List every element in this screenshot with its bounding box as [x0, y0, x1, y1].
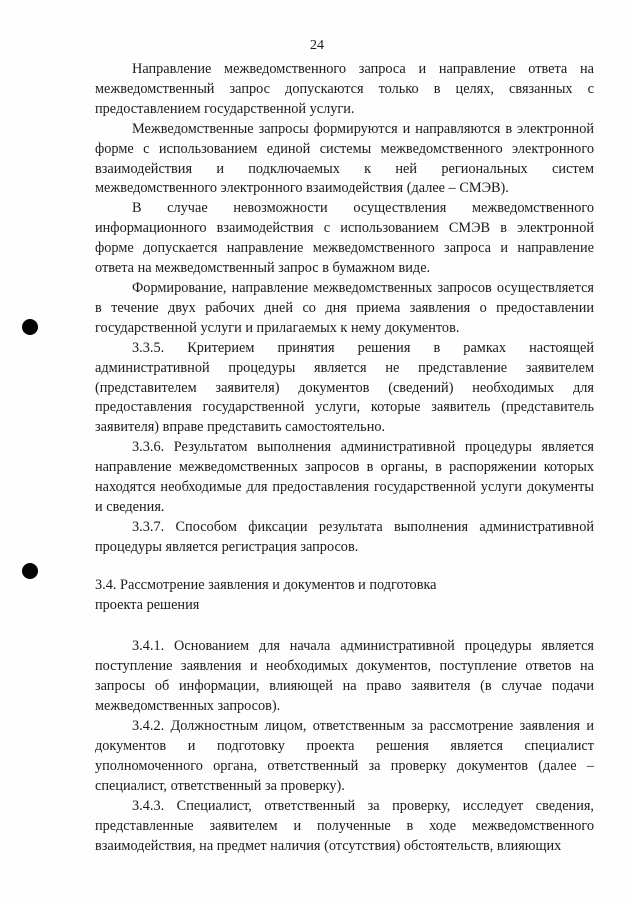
paragraph-paper-form: В случае невозможности осуществления межведомственного информационного взаимодействия с использованием СМЭВ в электронной форме допускается направление межведомственного запроса и направление ответа на межведомственный запрос в бумажном виде. — [95, 200, 594, 277]
paragraph-electronic-form: Межведомственные запросы формируются и направляются в электронной форме с использованием единой системы межведомственного электронного взаимодействия и подключаемых к ней региональных систем межведомственного электронного взаимодействия (далее – СМЭВ). — [95, 120, 594, 197]
punch-hole-bottom — [22, 563, 38, 579]
paragraph-3-4-3: 3.4.3. Специалист, ответственный за проверку, исследует сведения, представленные заявителем и полученные в ходе межведомственного взаимодействия, на предмет наличия (отсутствия) обстоятельств, влияющих — [95, 797, 594, 854]
paragraph-3-4-2: 3.4.2. Должностным лицом, ответственным за рассмотрение заявления и документов и подготовку проекта решения является специалист уполномоченного органа, ответственный за проверку документов (далее – специалист, ответственный за проверку). — [95, 718, 594, 794]
punch-hole-top — [22, 319, 38, 335]
section-heading-3-4 — [95, 576, 594, 616]
paragraph-3-3-6: 3.3.6. Результатом выполнения административной процедуры является направление межведомственных запросов в органы, в распоряжении которых находятся необходимые для предоставления государственной услуги документы и сведения. — [95, 439, 594, 515]
paragraph-timing: Формирование, направление межведомственных запросов осуществляется в течение двух рабочих дней со дня приема заявления о предоставлении государственной услуги и прилагаемых к нему документов. — [95, 279, 594, 336]
paragraph-3-4-1: 3.4.1. Основанием для начала административной процедуры является поступление заявления и необходимых документов, поступление ответов на запросы об информации, влияющей на право заявителя (в случае подачи межведомственных запросов). — [95, 638, 594, 715]
paragraph-3-3-5: 3.3.5. Критерием принятия решения в рамках настоящей административной процедуры является не представление заявителем (представителем заявителя) документов (сведений) необходимых для предоставления государственной услуги, которые заявитель (представитель заявителя) вправе представить самостоятельно. — [95, 339, 594, 436]
paragraph-3-3-7: 3.3.7. Способом фиксации результата выполнения административной процедуры является регистрация запросов. — [95, 518, 594, 555]
page-number: 24 — [310, 38, 324, 53]
paragraph-intermed-request-purpose: Направление межведомственного запроса и направление ответа на межведомственный запрос допускаются только в целях, связанных с предоставлением государственной услуги. — [95, 61, 594, 117]
document-body — [95, 60, 594, 856]
section-heading-line-1: 3.4. Рассмотрение заявления и документов и подготовка — [95, 576, 437, 593]
section-heading-line-2: проекта решения — [95, 596, 200, 613]
